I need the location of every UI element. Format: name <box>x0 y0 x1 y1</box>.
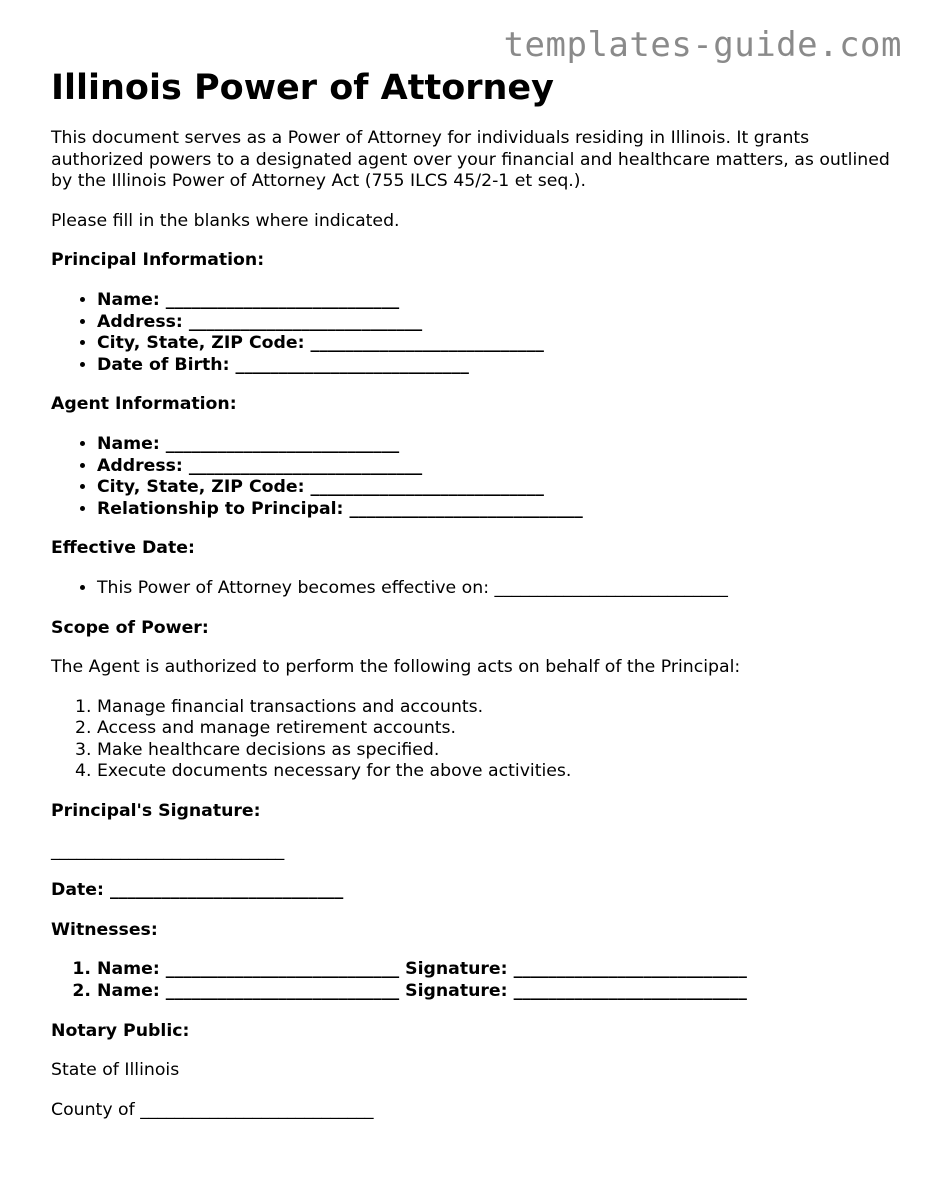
principal-name-field: • Name: ___________________________ <box>97 290 891 312</box>
document-page <box>51 64 891 1139</box>
notary-county-field: County of ___________________________ <box>51 1099 374 1120</box>
blank-line: ___________________________ <box>188 311 423 332</box>
effective-heading: Effective Date: <box>51 538 195 559</box>
principal-address-field: • Address: ___________________________ <box>97 312 891 334</box>
agent-name-field: • Name: ___________________________ <box>97 434 891 456</box>
agent-heading: Agent Information: <box>51 394 237 415</box>
blank-line: ___________________________ <box>165 433 400 454</box>
scope-item: 3. Make healthcare decisions as specified. <box>97 740 891 762</box>
principal-dob-field: • Date of Birth: ___________________________ <box>97 355 891 377</box>
effective-date-field: • This Power of Attorney becomes effective on: ___________________________ <box>97 578 891 600</box>
blank-line: ___________________________ <box>165 959 400 980</box>
blank-line: ___________________________ <box>165 289 400 310</box>
blank-line: ___________________________ <box>494 577 728 598</box>
principal-fields <box>51 290 891 376</box>
notary-state: State of Illinois <box>51 1060 180 1081</box>
blank-line: ___________________________ <box>310 477 544 498</box>
blank-line: ___________________________ <box>513 981 747 1002</box>
scope-item: 1. Manage financial transactions and accounts. <box>97 697 891 719</box>
intro-paragraph: This document serves as a Power of Attorney for individuals residing in Illinois. It grants authorized powers to a designated agent over your financial and healthcare matters, as outlined by the Illinois Power of Attorney Act (755 ILCS 45/2-1 et seq.). <box>51 128 890 192</box>
principal-heading: Principal Information: <box>51 250 265 271</box>
effective-list <box>51 578 891 600</box>
blank-line: ___________________________ <box>165 981 400 1002</box>
watermark: templates-guide.com <box>503 25 902 65</box>
agent-fields <box>51 434 891 520</box>
blank-line: ___________________________ <box>140 1099 374 1120</box>
notary-heading: Notary Public: <box>51 1020 190 1041</box>
blank-line: ___________________________ <box>513 959 747 980</box>
blank-line: ___________________________ <box>51 840 285 861</box>
witnesses-list <box>51 959 891 1002</box>
scope-list <box>51 697 891 783</box>
witnesses-heading: Witnesses: <box>51 919 158 940</box>
blank-line: ___________________________ <box>310 333 544 354</box>
blank-line: ___________________________ <box>109 880 344 901</box>
blank-line: ___________________________ <box>188 455 423 476</box>
blank-line: ___________________________ <box>235 354 469 375</box>
scope-item: 2. Access and manage retirement accounts. <box>97 718 891 740</box>
signature-date-field: Date: ___________________________ <box>51 880 344 901</box>
scope-item: 4. Execute documents necessary for the above activities. <box>97 761 891 783</box>
signature-heading: Principal's Signature: <box>51 801 261 822</box>
witness-row: 2. Name: ___________________________ Signature: ___________________________ <box>97 981 891 1003</box>
agent-address-field: • Address: ___________________________ <box>97 456 891 478</box>
scope-heading: Scope of Power: <box>51 617 209 638</box>
document-title: Illinois Power of Attorney <box>51 68 554 108</box>
agent-relationship-field: • Relationship to Principal: ___________________________ <box>97 499 891 521</box>
principal-city-field: • City, State, ZIP Code: ___________________________ <box>97 333 891 355</box>
witness-row: 1. Name: ___________________________ Signature: ___________________________ <box>97 959 891 981</box>
instructions: Please fill in the blanks where indicated. <box>51 210 400 231</box>
blank-line: ___________________________ <box>349 498 583 519</box>
agent-city-field: • City, State, ZIP Code: ___________________________ <box>97 477 891 499</box>
signature-line <box>51 841 891 863</box>
scope-intro: The Agent is authorized to perform the following acts on behalf of the Principal: <box>51 657 741 678</box>
